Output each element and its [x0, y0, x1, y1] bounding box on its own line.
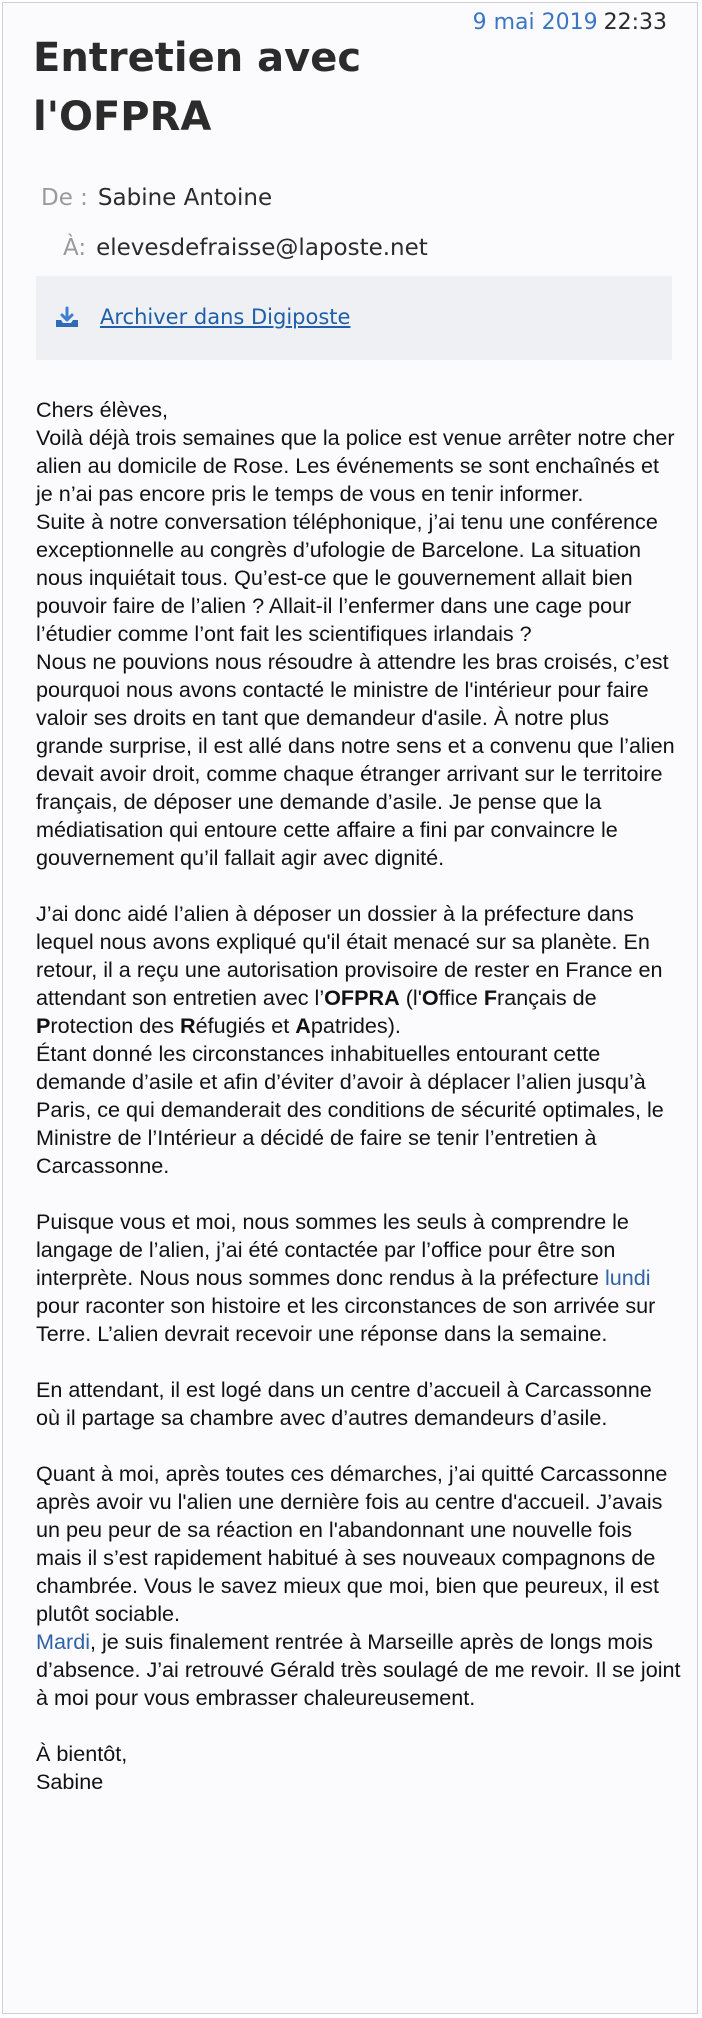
body-paragraph: Voilà déjà trois semaines que la police est venue arrêter notre cher alien au domicile de Rose. Les événements se sont enchaînés et je n’ai pas encore pris le temps de vous en tenir informer.	[36, 425, 675, 506]
sender-row	[41, 184, 272, 212]
closing: À bientôt,	[36, 1741, 128, 1766]
body-paragraph: J’ai donc aidé l’alien à déposer un dossier à la préfecture dans lequel nous avons expliqué qu'il était menacé sur sa planète. En retour, il a reçu une autorisation provisoire de rester en France en attendant son entretien avec l’OFPRA (l'Office Français de Protection des Réfugiés et Apatrides).	[36, 901, 663, 1038]
date-link-lundi[interactable]: lundi	[604, 1265, 651, 1290]
archive-digiposte-link[interactable]: Archiver dans Digiposte	[100, 305, 351, 329]
email-time: 22:33	[603, 10, 667, 35]
body-paragraph: Suite à notre conversation téléphonique, j’ai tenu une conférence exceptionnelle au congrès d’ufologie de Barcelone. La situation nous inquiétait tous. Qu’est-ce que le gouvernement allait bien pouvoir faire de l’alien ? Allait-il l’enfermer dans une cage pour l’étudier comme l’ont fait les scientifiques irlandais ?	[36, 509, 658, 646]
email-view	[2, 2, 698, 2014]
body-paragraph: Mardi, je suis finalement rentrée à Marseille après de longs mois d’absence. J’ai retrouvé Gérald très soulagé de me revoir. Il se joint à moi pour vous embrasser chaleureusement.	[36, 1629, 681, 1710]
email-datetime	[473, 10, 667, 36]
date-link-mardi[interactable]: Mardi	[36, 1629, 90, 1654]
signature: Sabine	[36, 1769, 104, 1794]
body-paragraph: En attendant, il est logé dans un centre d’accueil à Carcassonne où il partage sa chambre avec d’autres demandeurs d’asile.	[36, 1377, 652, 1430]
body-paragraph: Puisque vous et moi, nous sommes les seuls à comprendre le langage de l’alien, j’ai été contactée par l’office pour être son interprète. Nous nous sommes donc rendus à la préfecture lundi pour raconter son histoire et les circonstances de son arrivée sur Terre. L’alien devrait recevoir une réponse dans la semaine.	[36, 1209, 656, 1346]
email-body	[36, 396, 681, 1796]
to-label: À:	[63, 235, 87, 261]
recipient-row	[63, 234, 428, 262]
sender-name[interactable]: Sabine Antoine	[97, 185, 273, 211]
from-label: De :	[41, 185, 88, 211]
greeting: Chers élèves,	[36, 397, 169, 422]
email-date[interactable]: 9 mai 2019	[472, 10, 598, 35]
body-paragraph: Nous ne pouvions nous résoudre à attendre les bras croisés, c’est pourquoi nous avons contacté le ministre de l'intérieur pour faire valoir ses droits en tant que demandeur d'asile. À notre plus grande surprise, il est allé dans notre sens et a convenu que l’alien devait avoir droit, comme chaque étranger arrivant sur le territoire français, de déposer une demande d’asile. Je pense que la médiatisation qui entoure cette affaire a fini par convaincre le gouvernement qu’il fallait agir avec dignité.	[36, 649, 675, 870]
recipient-address[interactable]: elevesdefraisse@laposte.net	[96, 235, 428, 261]
digiposte-banner	[36, 276, 672, 360]
body-paragraph: Quant à moi, après toutes ces démarches, j’ai quitté Carcassonne après avoir vu l'alien une dernière fois au centre d'accueil. J’avais un peu peur de sa réaction en l'abandonnant une nouvelle fois mais il s’est rapidement habitué à ses nouveaux compagnons de chambrée. Vous le savez mieux que moi, bien que peureux, il est plutôt sociable.	[36, 1461, 668, 1626]
body-paragraph: Étant donné les circonstances inhabituelles entourant cette demande d’asile et afin d’éviter d’avoir à déplacer l’alien jusqu’à Paris, ce qui demanderait des conditions de sécurité optimales, le Ministre de l’Intérieur a décidé de faire se tenir l’entretien à Carcassonne.	[36, 1041, 664, 1178]
download-tray-icon[interactable]	[54, 305, 80, 331]
email-subject: Entretien avec l'OFPRA	[33, 35, 362, 140]
